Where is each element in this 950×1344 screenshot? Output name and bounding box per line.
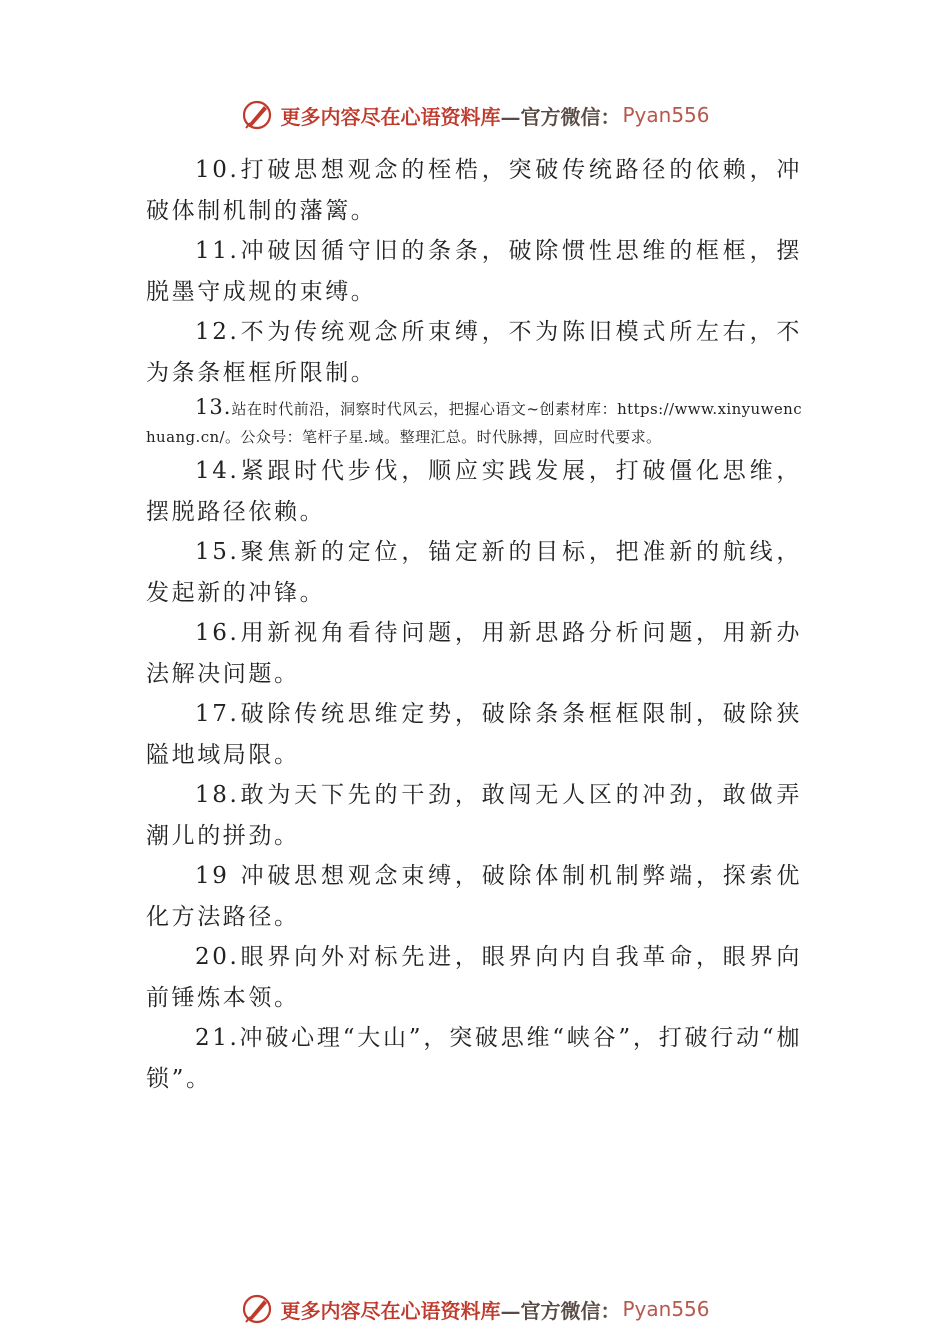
banner-text-red: 更多内容尽在心语资料库 [280, 104, 501, 129]
header-banner [0, 95, 950, 135]
banner-wechat-id: Pyan556 [622, 103, 710, 127]
list-item: 12.不为传统观念所束缚，不为陈旧模式所左右，不为条条框框所限制。 [146, 319, 802, 386]
list-item: 14.紧跟时代步伐，顺应实践发展，打破僵化思维，摆脱路径依赖。 [146, 458, 802, 525]
list-item: 10.打破思想观念的桎梏，突破传统路径的依赖，冲破体制机制的藩篱。 [146, 157, 802, 224]
list-item: 11.冲破因循守旧的条条，破除惯性思维的框框，摆脱墨守成规的束缚。 [146, 238, 802, 305]
quill-logo-icon [240, 98, 274, 132]
list-item: 20.眼界向外对标先进，眼界向内自我革命，眼界向前锤炼本领。 [146, 944, 802, 1011]
banner-wechat-id: Pyan556 [622, 1297, 710, 1321]
list-item: 19 冲破思想观念束缚，破除体制机制弊端，探索优化方法路径。 [146, 863, 802, 930]
list-item-13 [146, 393, 802, 451]
list-item: 16.用新视角看待问题，用新思路分析问题，用新办法解决问题。 [146, 620, 802, 687]
list-item: 21.冲破心理“大山”，突破思维“峡谷”，打破行动“枷锁”。 [146, 1025, 802, 1092]
list-item: 17.破除传统思维定势，破除条条框框限制，破除狭隘地域局限。 [146, 701, 802, 768]
list-item: 18.敢为天下先的干劲，敢闯无人区的冲劲，敢做弄潮儿的拼劲。 [146, 782, 802, 849]
banner-text-dark: —官方微信： [500, 1298, 621, 1323]
list-item: 15.聚焦新的定位，锚定新的目标，把准新的航线，发起新的冲锋。 [146, 539, 802, 606]
quill-logo-icon [240, 1292, 274, 1326]
item-13-number: 13. [195, 395, 232, 419]
banner-text-dark: —官方微信： [500, 104, 621, 129]
item-13-text: 站在时代前沿，洞察时代风云，把握心语文~创素材库：https://www.xinyuwenchuang.cn/。公众号：笔杆子星.域。整理汇总。时代脉搏，回应时代要求。 [146, 400, 802, 446]
banner-text-red: 更多内容尽在心语资料库 [280, 1298, 501, 1323]
document-body [146, 150, 802, 1099]
footer-banner [0, 1289, 950, 1329]
